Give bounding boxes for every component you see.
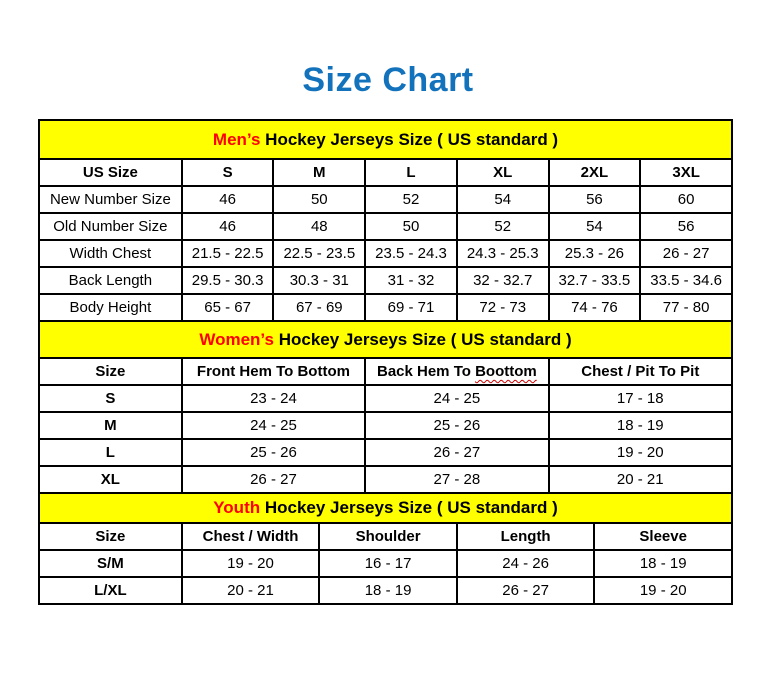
- youth-size-table: [38, 522, 733, 605]
- table-cell: 25.3 - 26: [549, 240, 641, 267]
- table-cell: 72 - 73: [457, 294, 549, 321]
- table-cell: 25 - 26: [182, 439, 365, 466]
- table-row: [39, 240, 732, 267]
- column-header-chest-pit: Chest / Pit To Pit: [549, 358, 732, 385]
- table-cell: 74 - 76: [549, 294, 641, 321]
- table-cell: 30.3 - 31: [273, 267, 365, 294]
- table-cell: 26 - 27: [182, 466, 365, 493]
- row-label: S: [39, 385, 182, 412]
- row-label: Old Number Size: [39, 213, 182, 240]
- table-cell: 22.5 - 23.5: [273, 240, 365, 267]
- table-row: [39, 267, 732, 294]
- table-cell: 60: [640, 186, 732, 213]
- table-row: [39, 294, 732, 321]
- table-cell: 23 - 24: [182, 385, 365, 412]
- table-row: [39, 466, 732, 493]
- row-label: M: [39, 412, 182, 439]
- table-row: [39, 439, 732, 466]
- table-cell: 67 - 69: [273, 294, 365, 321]
- youth-heading-text: Hockey Jerseys Size ( US standard ): [260, 498, 558, 517]
- table-cell: 26 - 27: [457, 577, 595, 604]
- table-cell: 24.3 - 25.3: [457, 240, 549, 267]
- table-row: [39, 186, 732, 213]
- table-row: [39, 385, 732, 412]
- back-hem-prefix: Back Hem To: [376, 363, 476, 380]
- table-cell: 25 - 26: [365, 412, 548, 439]
- row-label: Back Length: [39, 267, 182, 294]
- column-header-front-hem: Front Hem To Bottom: [182, 358, 365, 385]
- table-cell: 32 - 32.7: [457, 267, 549, 294]
- column-header-us-size: US Size: [39, 159, 182, 186]
- column-header-shoulder: Shoulder: [319, 523, 457, 550]
- misspelled-word: Boottom: [475, 363, 537, 380]
- table-cell: 17 - 18: [549, 385, 732, 412]
- table-cell: 26 - 27: [365, 439, 548, 466]
- table-cell: 54: [549, 213, 641, 240]
- column-header-length: Length: [457, 523, 595, 550]
- table-cell: 56: [640, 213, 732, 240]
- column-header-m: M: [273, 159, 365, 186]
- table-cell: 24 - 25: [182, 412, 365, 439]
- table-cell: 16 - 17: [319, 550, 457, 577]
- row-label: XL: [39, 466, 182, 493]
- table-cell: 48: [273, 213, 365, 240]
- table-cell: 18 - 19: [549, 412, 732, 439]
- table-cell: 33.5 - 34.6: [640, 267, 732, 294]
- column-header-size: Size: [39, 358, 182, 385]
- table-cell: 56: [549, 186, 641, 213]
- table-cell: 46: [182, 186, 274, 213]
- table-cell: 52: [457, 213, 549, 240]
- table-row: [39, 550, 732, 577]
- mens-heading-text: Hockey Jerseys Size ( US standard ): [260, 129, 559, 149]
- table-cell: 18 - 19: [319, 577, 457, 604]
- row-label: L: [39, 439, 182, 466]
- womens-highlight-label: Women’s: [199, 329, 274, 349]
- table-cell: 23.5 - 24.3: [365, 240, 457, 267]
- table-cell: 65 - 67: [182, 294, 274, 321]
- table-cell: 77 - 80: [640, 294, 732, 321]
- table-cell: 19 - 20: [182, 550, 320, 577]
- mens-header-row: [39, 159, 732, 186]
- youth-section-header: [38, 492, 733, 524]
- mens-highlight-label: Men’s: [212, 129, 261, 149]
- table-cell: 32.7 - 33.5: [549, 267, 641, 294]
- size-chart: [38, 119, 733, 605]
- womens-size-table: [38, 357, 733, 494]
- table-cell: 29.5 - 30.3: [182, 267, 274, 294]
- column-header-3xl: 3XL: [640, 159, 732, 186]
- row-label: L/XL: [39, 577, 182, 604]
- table-cell: 20 - 21: [549, 466, 732, 493]
- table-row: [39, 213, 732, 240]
- table-cell: 50: [365, 213, 457, 240]
- column-header-2xl: 2XL: [549, 159, 641, 186]
- table-cell: 21.5 - 22.5: [182, 240, 274, 267]
- column-header-sleeve: Sleeve: [594, 523, 732, 550]
- table-cell: 24 - 26: [457, 550, 595, 577]
- table-cell: 18 - 19: [594, 550, 732, 577]
- table-cell: 31 - 32: [365, 267, 457, 294]
- column-header-chest-width: Chest / Width: [182, 523, 320, 550]
- table-cell: 26 - 27: [640, 240, 732, 267]
- table-cell: 20 - 21: [182, 577, 320, 604]
- youth-header-row: [39, 523, 732, 550]
- table-cell: 27 - 28: [365, 466, 548, 493]
- table-row: [39, 412, 732, 439]
- table-cell: 54: [457, 186, 549, 213]
- row-label: New Number Size: [39, 186, 182, 213]
- column-header-back-hem: [365, 358, 548, 385]
- table-cell: 69 - 71: [365, 294, 457, 321]
- column-header-s: S: [182, 159, 274, 186]
- table-cell: 19 - 20: [549, 439, 732, 466]
- table-cell: 24 - 25: [365, 385, 548, 412]
- row-label: S/M: [39, 550, 182, 577]
- table-row: [39, 577, 732, 604]
- mens-section-header: [38, 119, 733, 160]
- table-cell: 52: [365, 186, 457, 213]
- page-title: Size Chart: [302, 61, 474, 99]
- column-header-l: L: [365, 159, 457, 186]
- table-cell: 50: [273, 186, 365, 213]
- table-cell: 19 - 20: [594, 577, 732, 604]
- table-cell: 46: [182, 213, 274, 240]
- youth-highlight-label: Youth: [213, 498, 261, 517]
- womens-header-row: [39, 358, 732, 385]
- mens-size-table: [38, 158, 733, 322]
- column-header-size: Size: [39, 523, 182, 550]
- row-label: Width Chest: [39, 240, 182, 267]
- column-header-xl: XL: [457, 159, 549, 186]
- womens-section-header: [38, 320, 733, 359]
- womens-heading-text: Hockey Jerseys Size ( US standard ): [273, 329, 572, 349]
- row-label: Body Height: [39, 294, 182, 321]
